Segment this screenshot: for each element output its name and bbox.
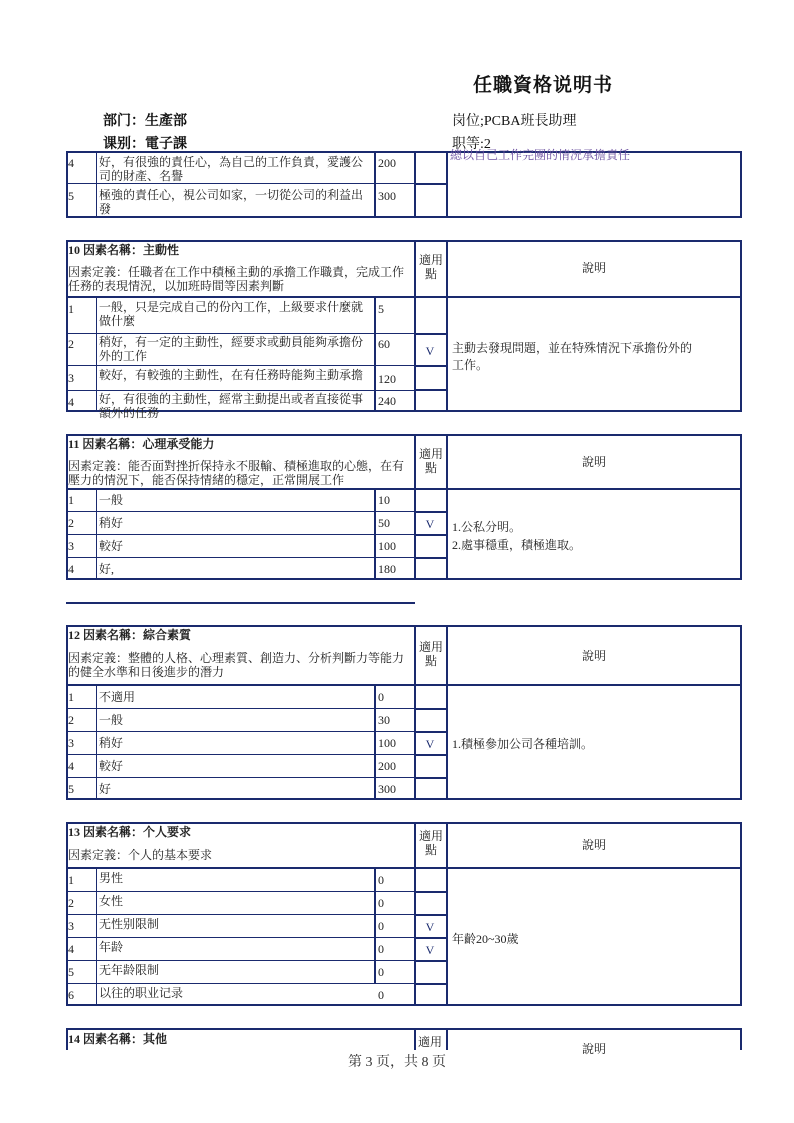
factor-11-name: 11 因素名稱：心理承受能力 <box>68 437 215 451</box>
factor-10-definition: 因素定義：任職者在工作中積極主動的承擔工作職責，完成工作任務的表現情況，以加班時間等因素判斷 <box>68 265 405 293</box>
factor-12-explain: 1.積極參加公司各種培訓。 <box>452 737 594 751</box>
section-label: 课别：電子課 <box>103 137 187 152</box>
overflow-note: 總以自己工作完團的情況承擔責任 <box>450 148 631 162</box>
factor-13-mark-2: V <box>425 943 435 957</box>
department-label: 部门：生產部 <box>103 114 187 129</box>
factor-13-mark-1: V <box>425 920 435 934</box>
factor-11-explain-2: 2.處事穩重，積極進取。 <box>452 538 582 552</box>
factor-10-name: 10 因素名稱：主動性 <box>68 243 180 257</box>
factor-14-name: 14 因素名稱：其他 <box>68 1032 168 1046</box>
factor-12-name: 12 因素名稱：綜合素質 <box>68 628 192 642</box>
document-title: 任職資格说明书 <box>473 75 614 96</box>
factor-12-apply-header: 適用點 <box>418 640 443 668</box>
post-label: 岗位;PCBA班長助理 <box>452 114 577 129</box>
factor-11-apply-header: 適用點 <box>418 447 443 475</box>
factor-11-mark: V <box>425 517 435 531</box>
page-footer: 第 3 页，共 8 页 <box>348 1055 446 1070</box>
factor-11-explain-1: 1.公私分明。 <box>452 520 522 534</box>
factor-11-explain-header: 說明 <box>582 455 607 469</box>
factor-12-mark: V <box>425 737 435 751</box>
factor-13-apply-header: 適用點 <box>418 829 443 857</box>
factor-14-explain-header: 說明 <box>582 1042 607 1056</box>
separator-line <box>66 602 415 604</box>
factor-11-definition: 因素定義：能否面對挫折保持永不服輸、積極進取的心態，在有壓力的情況下，能否保持情緒的穩定，正常開展工作 <box>68 459 405 487</box>
factor-13-definition: 因素定義：个人的基本要求 <box>68 848 213 862</box>
factor-10-explain: 主動去發現問題，並在特殊情況下承擔份外的工作。 <box>452 341 693 372</box>
grade-label: 职等:2 <box>452 137 491 152</box>
factor-14-apply-header: 適用 <box>418 1035 443 1049</box>
factor-13-explain: 年齡20~30歲 <box>452 932 519 946</box>
factor-10-explain-header: 說明 <box>582 261 607 275</box>
factor-13-explain-header: 說明 <box>582 838 607 852</box>
factor-13-name: 13 因素名稱：个人要求 <box>68 825 192 839</box>
factor-12-definition: 因素定義：整體的人格、心理素質、創造力、分析判斷力等能力的健全水準和日後進步的潛力 <box>68 651 405 679</box>
factor-12-explain-header: 說明 <box>582 649 607 663</box>
factor-10-apply-header: 適用點 <box>418 253 443 281</box>
factor-10-mark: V <box>425 344 435 358</box>
